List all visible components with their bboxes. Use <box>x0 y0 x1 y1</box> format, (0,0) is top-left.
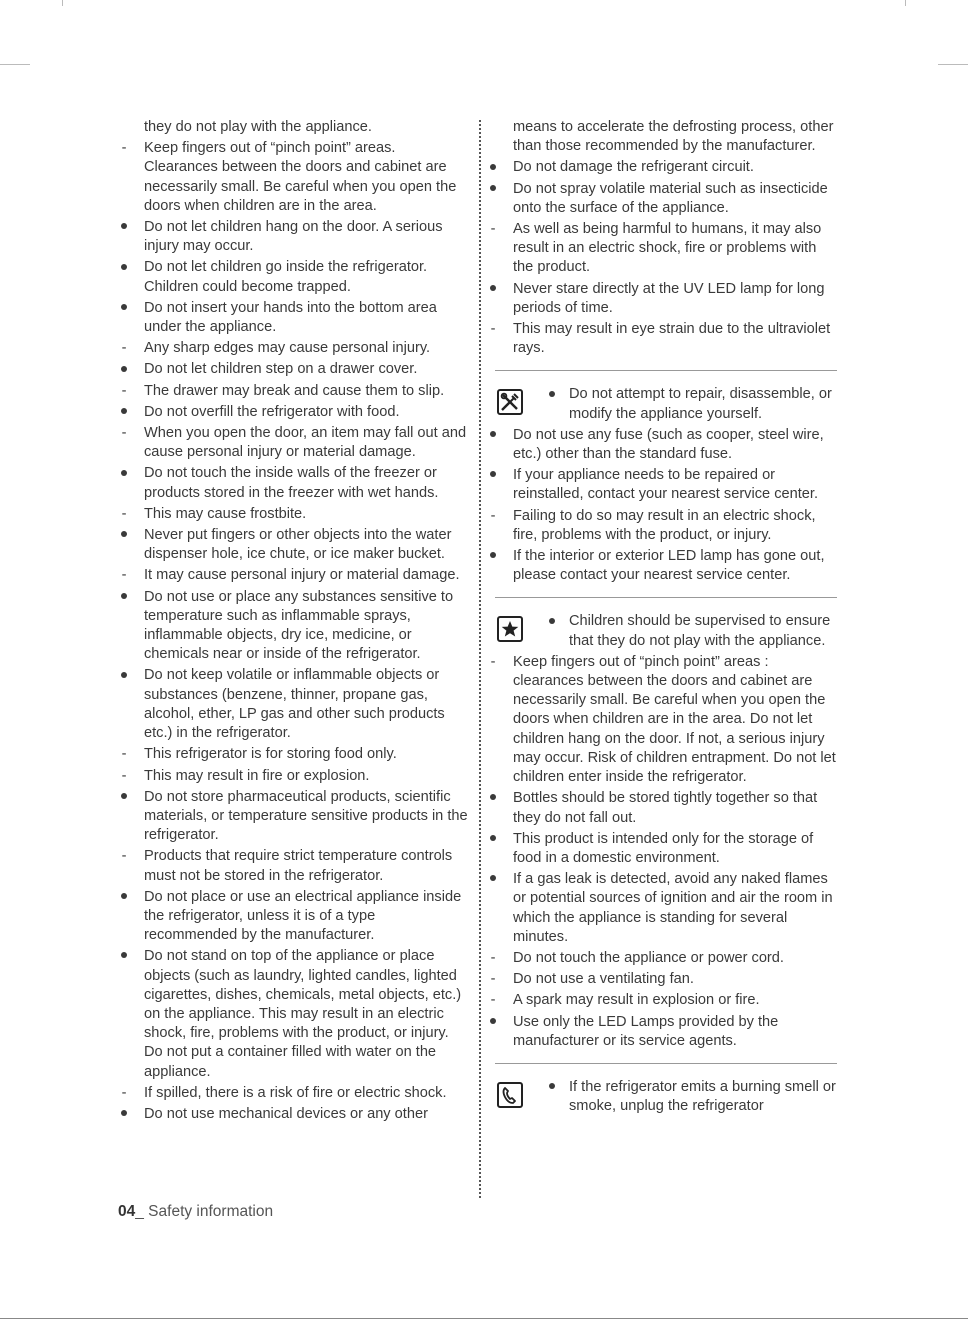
item-text: If your appliance needs to be repaired or reinstalled, contact your nearest service center. <box>513 467 819 503</box>
dash-marker <box>118 847 130 866</box>
item-text: Products that require strict temperature controls must not be stored in the refrigerator. <box>144 848 453 884</box>
item-text: If the interior or exterior LED lamp has gone out, please contact your nearest service center. <box>513 548 825 584</box>
bullet-marker <box>118 218 130 237</box>
icon-callout <box>487 385 837 423</box>
item-text: Do not store pharmaceutical products, scientific materials, or temperature sensitive products in the refrigerator. <box>144 788 468 844</box>
dash-marker <box>118 745 130 764</box>
dash-item <box>118 139 468 216</box>
section-title: Safety information <box>143 1203 274 1220</box>
dash-item <box>118 339 468 358</box>
bullet-marker <box>487 180 499 199</box>
item-text: means to accelerate the defrosting process, other than those recommended by the manufacturer. <box>513 119 834 155</box>
bullet-marker <box>118 299 130 318</box>
star-important-icon <box>497 616 523 642</box>
bullet-marker <box>547 385 557 404</box>
item-text: This may cause frostbite. <box>144 505 307 522</box>
bullet-item <box>118 258 468 296</box>
column-divider <box>479 120 481 1198</box>
dash-item <box>118 847 468 885</box>
left-column <box>118 118 468 1126</box>
item-text: Do not let children hang on the door. A serious injury may occur. <box>144 219 443 255</box>
item-text: When you open the door, an item may fall out and cause personal injury or material damage. <box>144 425 467 461</box>
bullet-item <box>118 464 468 502</box>
crop-mark-top-right <box>905 0 906 6</box>
bullet-marker <box>487 789 499 808</box>
bullet-item <box>118 1105 468 1124</box>
item-text: Do not spray volatile material such as insecticide onto the surface of the appliance. <box>513 180 828 216</box>
callout-text: Children should be supervised to ensure that they do not play with the appliance. <box>569 613 831 649</box>
section-separator <box>495 1063 837 1064</box>
dash-item <box>118 767 468 786</box>
item-text: Keep fingers out of “pinch point” areas. Clearances between the doors and cabinet are necessarily small. Be careful when you open the doors when children are in the area. <box>144 140 457 214</box>
item-text: Never put fingers or other objects into the water dispenser hole, ice chute, or ice maker bucket. <box>144 527 452 563</box>
crop-mark-top-left <box>62 0 63 6</box>
dash-item <box>487 507 837 545</box>
continued-text <box>118 118 468 137</box>
bullet-item <box>118 588 468 665</box>
item-text: Failing to do so may result in an electric shock, fire, problems with the product, or injury. <box>513 507 816 543</box>
item-text: Do not insert your hands into the bottom area under the appliance. <box>144 299 437 336</box>
bullet-marker <box>547 1078 557 1097</box>
item-text: Do not overfill the refrigerator with food. <box>144 403 400 420</box>
dash-marker <box>118 505 130 524</box>
item-text: they do not play with the appliance. <box>144 119 372 135</box>
dash-item <box>487 970 837 989</box>
crop-mark-left <box>0 64 30 65</box>
no-disassembly-icon <box>497 389 523 415</box>
item-text: Do not damage the refrigerant circuit. <box>513 159 754 176</box>
bullet-item <box>487 547 837 585</box>
icon-callout <box>487 612 837 650</box>
bullet-marker <box>118 1105 130 1124</box>
dash-marker <box>118 424 130 443</box>
bottom-edge-line <box>0 1318 968 1319</box>
page-footer <box>118 1202 273 1221</box>
bullet-marker <box>118 888 130 907</box>
section-separator <box>495 597 837 598</box>
bullet-item <box>487 158 837 177</box>
bullet-marker <box>487 1013 499 1032</box>
dash-marker <box>118 139 130 158</box>
callout-text: Do not attempt to repair, disassemble, or modify the appliance yourself. <box>569 386 832 422</box>
item-text: It may cause personal injury or material damage. <box>144 567 460 584</box>
bullet-marker <box>118 464 130 483</box>
bullet-item <box>487 426 837 464</box>
bullet-item <box>118 947 468 1081</box>
bullet-item <box>118 666 468 743</box>
dash-marker <box>118 382 130 401</box>
item-text: The drawer may break and cause them to slip. <box>144 382 445 399</box>
bullet-item <box>118 218 468 256</box>
bullet-item <box>487 466 837 504</box>
item-text: Do not use or place any substances sensitive to temperature such as inflammable sprays, inflammable objects, dry ice, medicine, or chemicals near or inside of the refrigerator. <box>144 588 454 663</box>
dash-marker <box>118 339 130 358</box>
dash-item <box>118 424 468 462</box>
bullet-item <box>118 526 468 564</box>
dash-item <box>118 382 468 401</box>
bullet-item <box>118 888 468 946</box>
dash-item <box>118 566 468 585</box>
bullet-marker <box>118 360 130 379</box>
item-text: Do not keep volatile or inflammable objects or substances (benzene, thinner, propane gas, alcohol, ether, LP gas and other such products etc.) in the refrigerator. <box>144 667 445 742</box>
callout-text: If the refrigerator emits a burning smell or smoke, unplug the refrigerator <box>569 1078 836 1115</box>
bullet-item <box>487 870 837 947</box>
bullet-item <box>118 788 468 846</box>
dash-marker <box>487 991 499 1010</box>
icon-callout <box>487 1078 837 1116</box>
footer-separator: _ <box>135 1203 144 1220</box>
crop-mark-right <box>938 64 968 65</box>
right-column <box>487 118 837 1118</box>
continued-text <box>487 118 837 156</box>
dash-marker <box>487 970 499 989</box>
bullet-marker <box>487 547 499 566</box>
item-text: Do not use a ventilating fan. <box>513 971 694 988</box>
dash-item <box>487 991 837 1010</box>
dash-item <box>487 949 837 968</box>
bullet-marker <box>118 788 130 807</box>
item-text: Do not place or use an electrical appliance inside the refrigerator, unless it is of a type recommended by the manufacturer. <box>144 888 462 944</box>
bullet-marker <box>487 466 499 485</box>
item-text: Do not let children step on a drawer cover. <box>144 361 418 378</box>
bullet-marker <box>487 426 499 445</box>
bullet-marker <box>118 526 130 545</box>
bullet-marker <box>487 830 499 849</box>
item-text: If a gas leak is detected, avoid any naked flames or potential sources of ignition and air the room in which the appliance is standing for several minutes. <box>513 871 833 945</box>
item-text: This may result in fire or explosion. <box>144 767 370 784</box>
dash-item <box>487 220 837 278</box>
bullet-item <box>487 830 837 868</box>
bullet-item <box>487 789 837 827</box>
item-text: Do not use any fuse (such as cooper, steel wire, etc.) other than the standard fuse. <box>513 426 824 463</box>
dash-marker <box>487 320 499 339</box>
item-text: This may result in eye strain due to the ultraviolet rays. <box>513 321 831 357</box>
item-text: Do not stand on top of the appliance or place objects (such as laundry, lighted candles, lighted cigarettes, dishes, chemicals, metal objects, etc.) on the appliance. This may result in an electric shock, fire, problems with the product, or injury. Do not put a container filled with water on the appliance. <box>144 948 462 1080</box>
dash-item <box>487 320 837 358</box>
dash-marker <box>118 767 130 786</box>
item-text: If spilled, there is a risk of fire or electric shock. <box>144 1084 447 1101</box>
bullet-item <box>487 1013 837 1051</box>
bullet-item <box>487 180 837 218</box>
item-text: Do not use mechanical devices or any other <box>144 1105 428 1122</box>
item-text: Keep fingers out of “pinch point” areas : clearances between the doors and cabinet are necessarily small. Be careful when you open the doors when children are in the area. Do not let children hang on the door. If not, a serious injury may occur. Risk of children entrapment. Do not let children enter inside the refrigerator. <box>513 653 836 786</box>
dash-item <box>118 745 468 764</box>
bullet-item <box>118 299 468 337</box>
item-text: This product is intended only for the storage of food in a domestic environment. <box>513 830 814 866</box>
item-text: Do not let children go inside the refrigerator. Children could become trapped. <box>144 259 428 295</box>
bullet-marker <box>487 870 499 889</box>
bullet-item <box>118 360 468 379</box>
dash-marker <box>487 949 499 968</box>
item-text: Use only the LED Lamps provided by the manufacturer or its service agents. <box>513 1013 779 1049</box>
bullet-item <box>487 280 837 318</box>
bullet-marker <box>118 588 130 607</box>
item-text: This refrigerator is for storing food only. <box>144 746 397 763</box>
phone-contact-icon <box>497 1082 523 1108</box>
dash-marker <box>487 220 499 239</box>
item-text: A spark may result in explosion or fire. <box>513 992 760 1009</box>
bullet-marker <box>487 158 499 177</box>
item-text: As well as being harmful to humans, it may also result in an electric shock, fire or problems with the product. <box>513 221 822 276</box>
item-text: Any sharp edges may cause personal injury. <box>144 340 431 357</box>
bullet-marker <box>118 947 130 966</box>
item-text: Do not touch the inside walls of the freezer or products stored in the freezer with wet hands. <box>144 465 439 501</box>
dash-marker <box>487 507 499 526</box>
bullet-marker <box>487 280 499 299</box>
item-text: Never stare directly at the UV LED lamp for long periods of time. <box>513 280 825 316</box>
dash-marker <box>118 566 130 585</box>
bullet-item <box>118 403 468 422</box>
dash-marker <box>118 1084 130 1103</box>
page-number: 04 <box>118 1203 136 1220</box>
dash-item <box>487 653 837 787</box>
bullet-marker <box>118 258 130 277</box>
dash-item <box>118 1084 468 1103</box>
bullet-marker <box>547 612 557 631</box>
dash-item <box>118 505 468 524</box>
bullet-marker <box>118 666 130 685</box>
section-separator <box>495 370 837 371</box>
bullet-marker <box>118 403 130 422</box>
item-text: Bottles should be stored tightly together so that they do not fall out. <box>513 790 818 826</box>
item-text: Do not touch the appliance or power cord. <box>513 949 784 966</box>
dash-marker <box>487 653 499 672</box>
